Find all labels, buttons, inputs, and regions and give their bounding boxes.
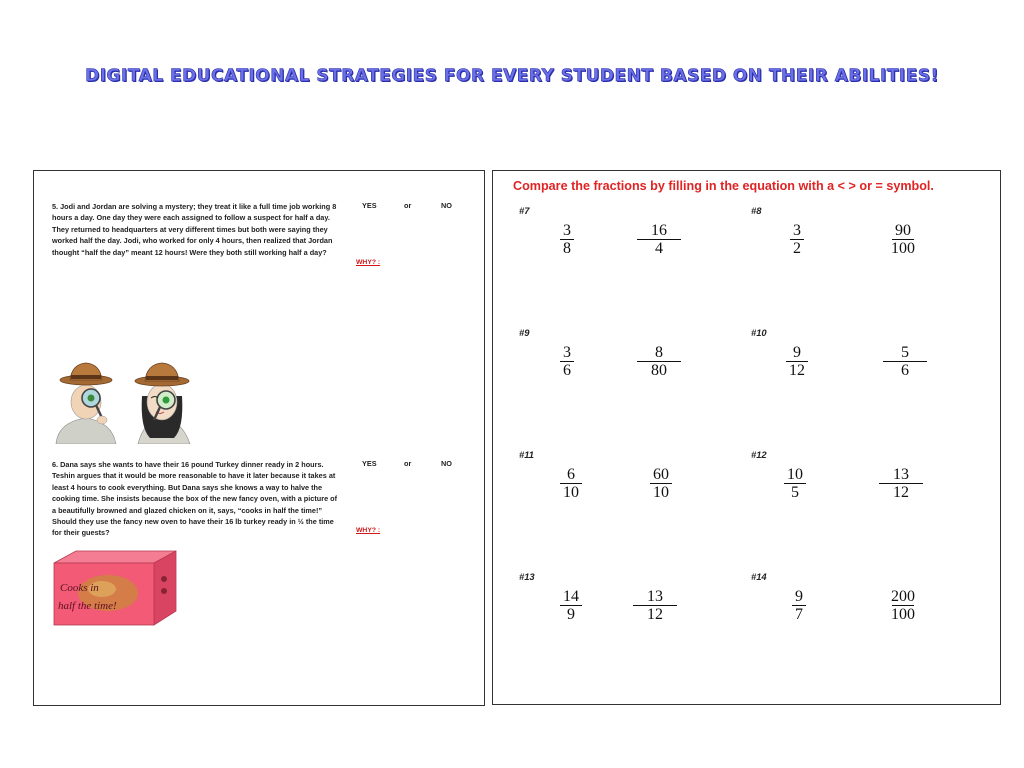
fraction-left: 9 12: [767, 344, 827, 379]
problem-5-text: 5. Jodi and Jordan are solving a mystery; they treat it like a full time job working 8 hours a day. One day they were each assigned to follow a suspect for half a day. They returned to headquarters at very different times but both were saying they worked half the day. Jodi, who worked for only 4 hours, then realized that Jordan thought “half the day” meant 12 hours! Were they both still working half a day?: [52, 202, 337, 257]
page-banner: DIGITAL EDUCATIONAL STRATEGIES FOR EVERY STUDENT BASED ON THEIR ABILITIES!: [85, 66, 939, 86]
fraction-right: 90 100: [891, 222, 915, 258]
fraction-left: 6 10: [541, 466, 601, 501]
fraction-right: 200 100: [891, 588, 915, 624]
problem-5-no[interactable]: NO: [441, 201, 452, 210]
problem-6-yes[interactable]: YES: [362, 459, 377, 468]
question-number: #9: [519, 327, 530, 338]
fraction-right: 13 12: [625, 588, 685, 623]
problem-6-or: or: [404, 459, 412, 468]
fraction-left: 3 8: [537, 222, 597, 257]
question-number: #8: [751, 205, 762, 216]
problem-5-yes[interactable]: YES: [362, 201, 377, 210]
question-number: #11: [519, 449, 534, 460]
question-number: #12: [751, 449, 767, 460]
problem-6-text: 6. Dana says she wants to have their 16 pound Turkey dinner ready in 2 hours. Teshin argues that it would be more reasonable to have it later because it takes at least 4 hours to cook everything. But Dana says she knows a way to halve the cooking time. She insists because the box of the new fancy oven, with a picture of a beautifully browned and glazed chicken on it, says, “cooks in half the time!” Should they use the fancy new oven to have their 16 lb turkey ready in ½ the time for their guests?: [52, 460, 338, 538]
oven-text-line-2: half the time!: [58, 600, 117, 612]
fraction-right: 5 6: [875, 344, 935, 379]
instruction-text: Compare the fractions by filling in the equation with a < > or = symbol.: [513, 179, 934, 193]
oven-text-line-1: Cooks in: [60, 582, 99, 594]
fraction-right: 60 10: [631, 466, 691, 501]
detectives-illustration: [50, 358, 210, 444]
fraction-left: 9 7: [769, 588, 829, 623]
fraction-left: 10 5: [765, 466, 825, 501]
question-number: #7: [519, 205, 530, 216]
fraction-compare-panel: [492, 170, 1001, 705]
problem-5-why-field[interactable]: WHY? :: [356, 259, 381, 266]
problem-6-why-field[interactable]: WHY? :: [356, 527, 381, 534]
fraction-right: 8 80: [629, 344, 689, 379]
question-number: #10: [751, 327, 767, 338]
question-number: #13: [519, 571, 535, 582]
fraction-left: 3 6: [537, 344, 597, 379]
fraction-left: 14 9: [541, 588, 601, 623]
fraction-right: 13 12: [871, 466, 931, 501]
detective-left: [56, 363, 116, 444]
oven-box-illustration: [50, 549, 180, 627]
fraction-right: 16 4: [629, 222, 689, 257]
problem-5-or: or: [404, 201, 412, 210]
detective-right: [135, 363, 190, 444]
fraction-left: 3 2: [767, 222, 827, 257]
word-problems-panel: [33, 170, 485, 706]
problem-6-no[interactable]: NO: [441, 459, 452, 468]
question-number: #14: [751, 571, 767, 582]
